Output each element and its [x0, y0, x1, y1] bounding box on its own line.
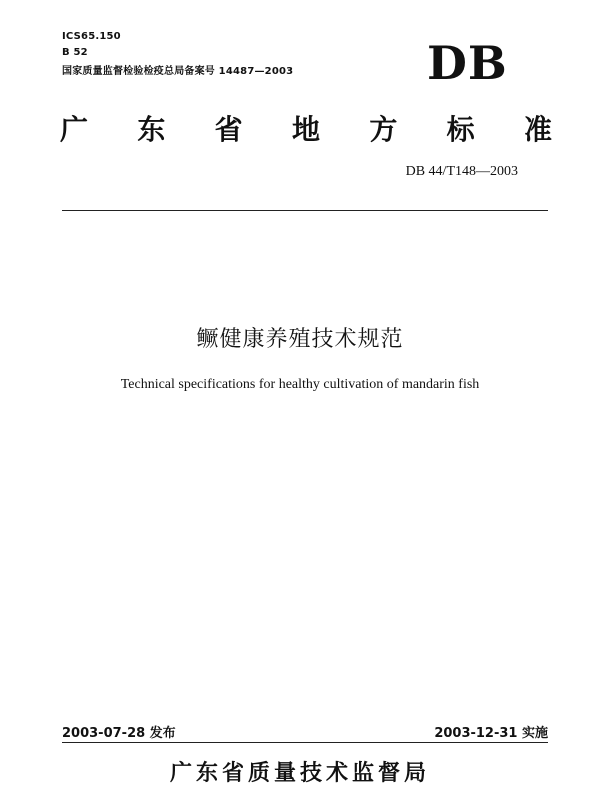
- implement-date: 2003-12-31 实施: [434, 726, 548, 741]
- publish-date: 2003-07-28 发布: [62, 726, 176, 741]
- ics-code: ICS65.150: [62, 31, 121, 42]
- issuer-title-char: 东: [137, 113, 166, 146]
- bottom-divider: [62, 742, 548, 743]
- issuer-title-char: 广: [60, 113, 89, 146]
- issuer-title-char: 标: [446, 113, 475, 146]
- standard-number: DB 44/T148—2003: [405, 164, 518, 179]
- issuer-title-char: 方: [369, 113, 398, 146]
- document-title-chinese: 鳜健康养殖技术规范: [196, 327, 404, 352]
- registration-number: 国家质量监督检验检疫总局备案号 14487—2003: [62, 66, 294, 77]
- top-divider: [62, 210, 548, 211]
- db-logo: DB: [427, 36, 508, 90]
- issuer-title-char: 地: [291, 113, 320, 146]
- ccs-code: B 52: [62, 47, 88, 58]
- issuer-title-char: 省: [214, 113, 243, 146]
- issuer-title-char: 准: [523, 113, 552, 146]
- issuing-body: 广东省质量技术监督局: [169, 761, 430, 786]
- issuer-title: [60, 110, 552, 150]
- document-title-english: Technical specifications for healthy cultivation of mandarin fish: [120, 377, 480, 392]
